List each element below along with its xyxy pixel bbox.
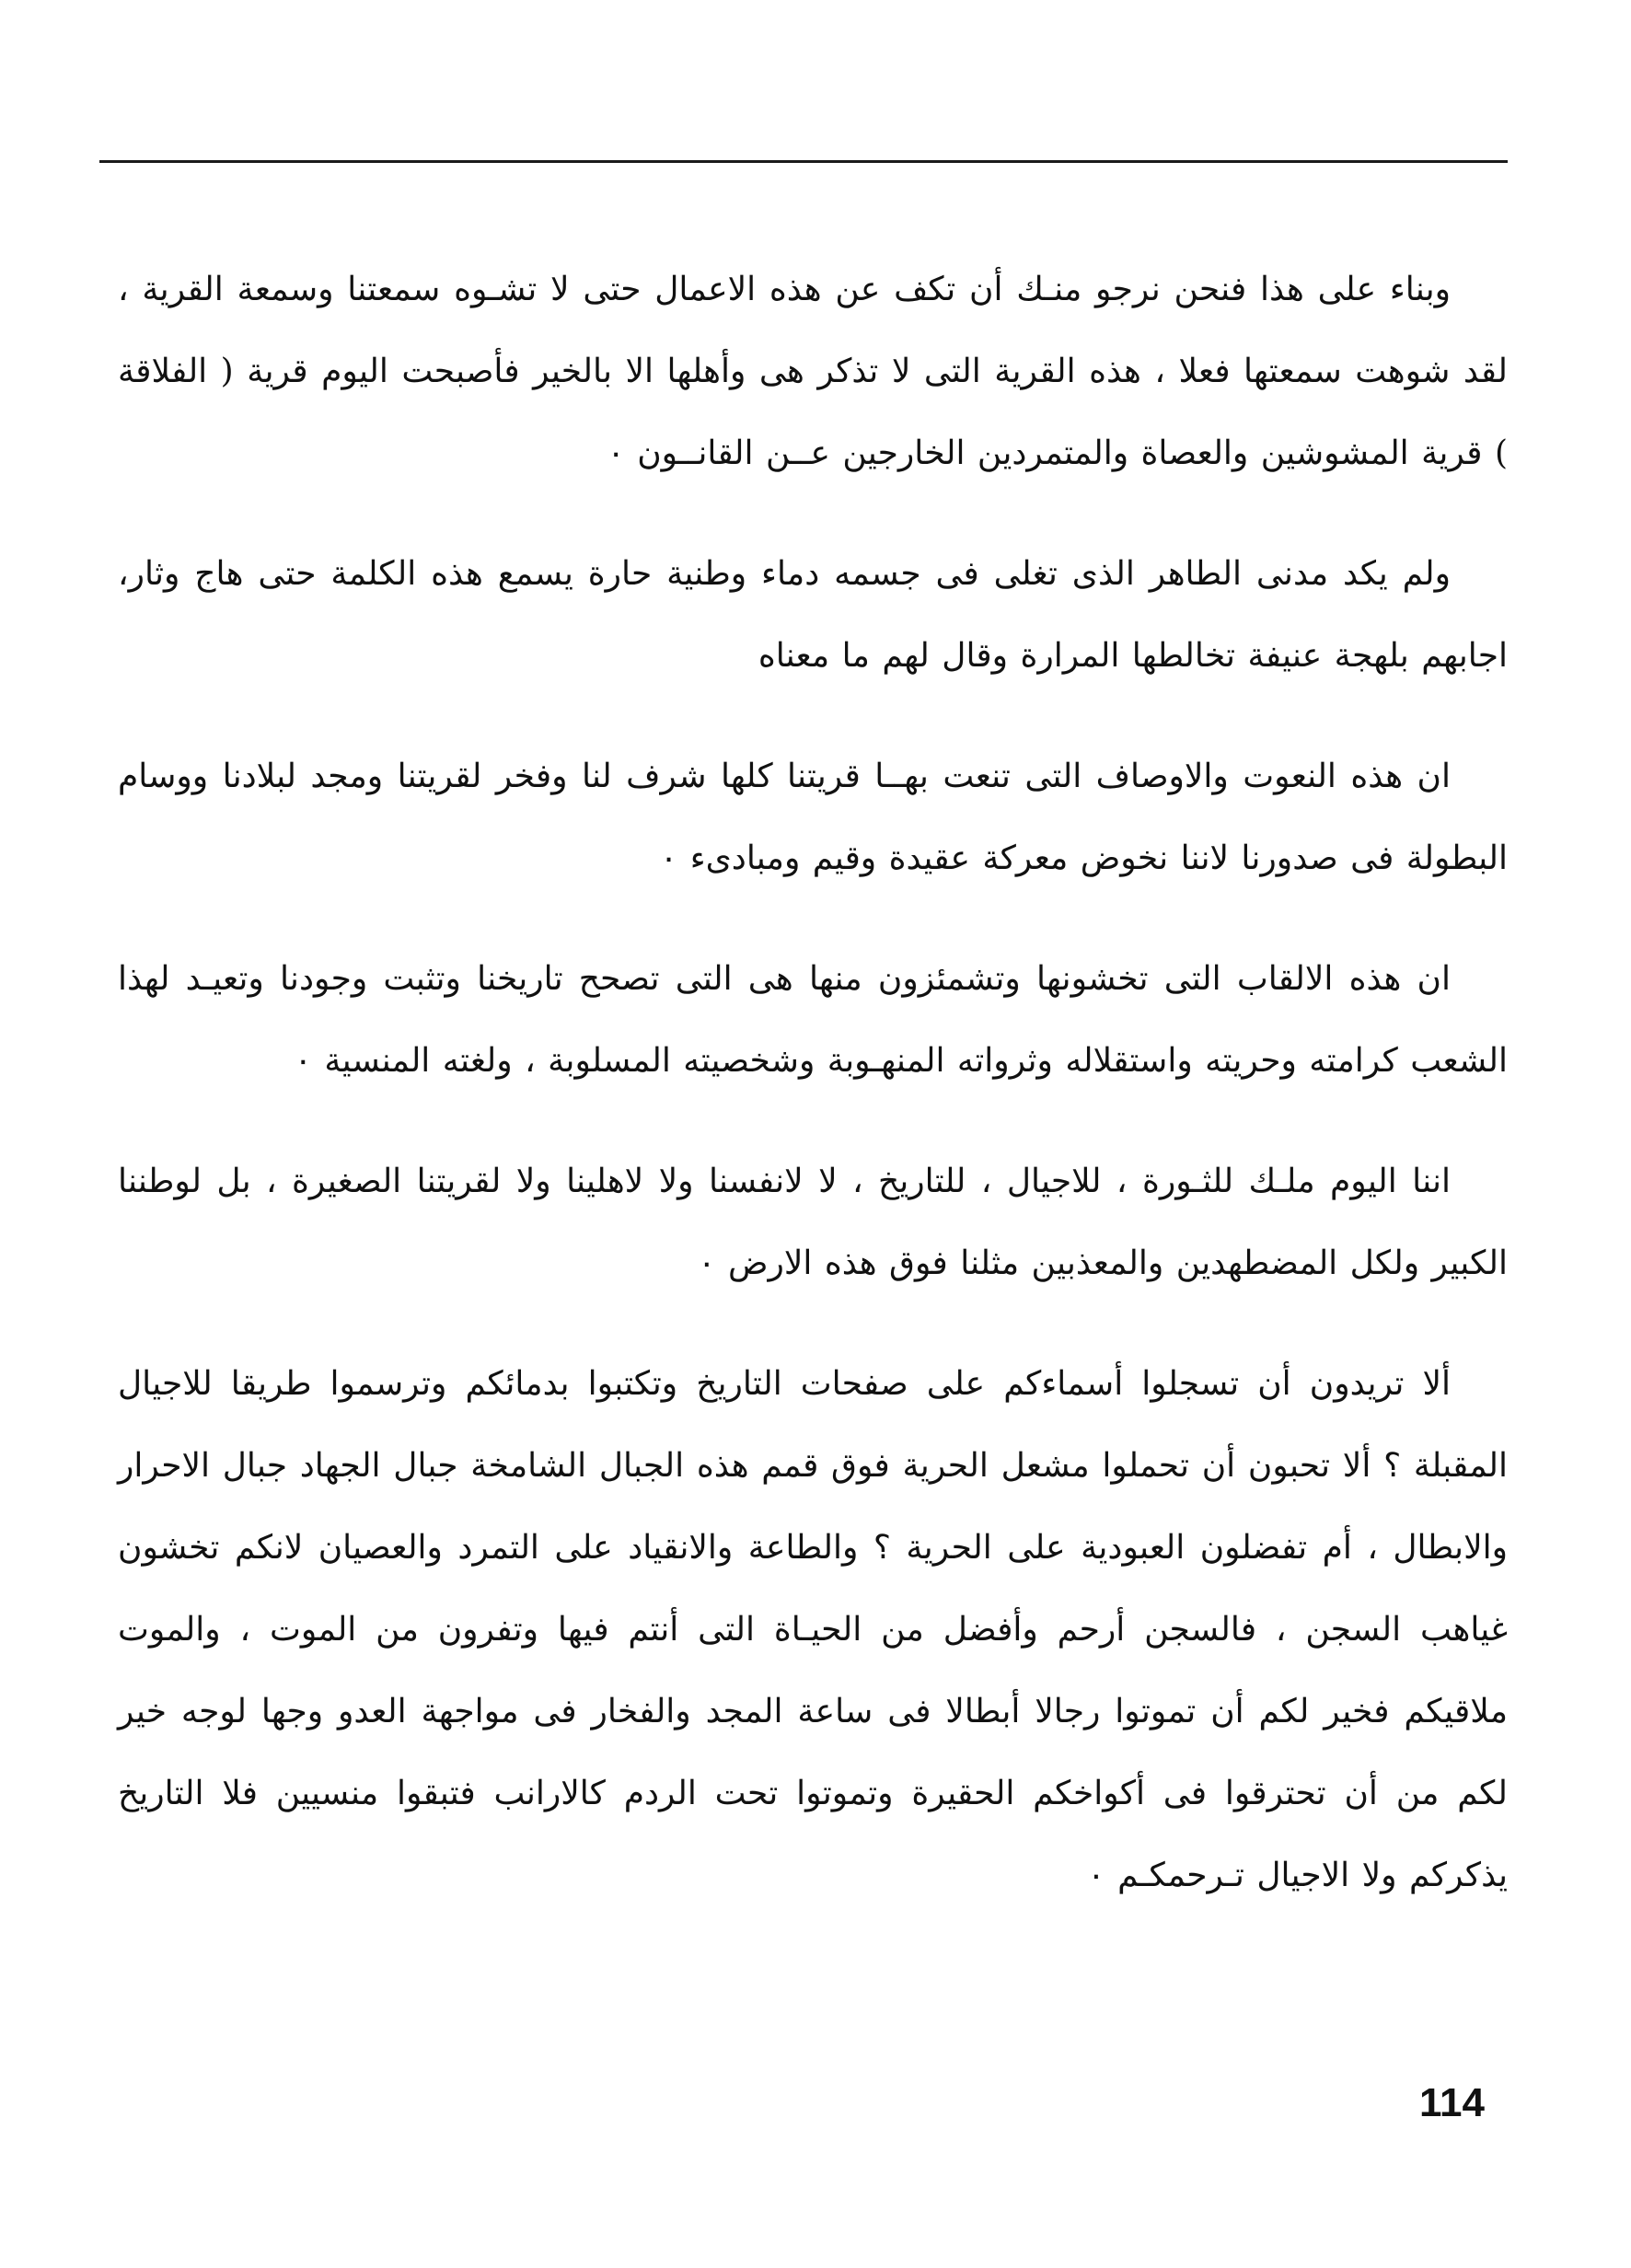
paragraph-2: ولم يكد مدنى الطاهر الذى تغلى فى جسمه دماء وطنية حارة يسمع هذه الكلمة حتى هاج وثار، اجابهم بلهجة عنيفة تخالطها المرارة وقال لهم ما معناه [118,555,1508,675]
paragraph-5: اننا اليوم ملـك للثـورة ، للاجيال ، للتاريخ ، لا لانفسنا ولا لاهلينا ولا لقريتنا الصغيرة ، بل لوطننا الكبير ولكل المضطهدين والمعذبين مثلنا فوق هذه الارض ٠ [118,1163,1508,1282]
paragraph-6: ألا تريدون أن تسجلوا أسماءكم على صفحات التاريخ وتكتبوا بدمائكم وترسموا طريقا للاجيال المقبلة ؟ ألا تحبون أن تحملوا مشعل الحرية فوق قمم هذه الجبال الشامخة جبال الجهاد جبال الاحرار والابطال ، أم تفضلون العبودية على الحرية ؟ والطاعة والانقياد على التمرد والعصيان لانكم تخشون غياهب السجن ، فالسجن أرحم وأفضل من الحيـاة التى أنتم فيها وتفرون من الموت ، والموت ملاقيكم فخير لكم أن تموتوا رجالا أبطالا فى ساعة المجد والفخار فى مواجهة العدو وجها لوجه خير لكم من أن تحترقوا فى أكواخكم الحقيرة وتموتوا تحت الردم كالارانب فتبقوا منسيين فلا التاريخ يذكركم ولا الاجيال تـرحمكـم ٠ [118,1365,1508,1894]
paragraph-4: ان هذه الالقاب التى تخشونها وتشمئزون منها هى التى تصحح تاريخنا وتثبت وجودنا وتعيـد لهذا الشعب كرامته وحريته واستقلاله وثرواته المنهـوبة وشخصيته المسلوبة ، ولغته المنسية ٠ [118,960,1508,1080]
page-body [118,249,1508,1955]
paragraph-1: وبناء على هذا فنحن نرجو منـك أن تكف عن هذه الاعمال حتى لا تشـوه سمعتنا وسمعة القرية ، لقد شوهت سمعتها فعلا ، هذه القرية التى لا تذكر هى وأهلها الا بالخير فأصبحت اليوم قرية ( الفلاقة ) قرية المشوشين والعصاة والمتمردين الخارجين عــن القانــون ٠ [118,271,1508,472]
page-number: 114 [1419,2080,1485,2125]
paragraph-3: ان هذه النعوت والاوصاف التى تنعت بهــا قريتنا كلها شرف لنا وفخر لقريتنا ومجد لبلادنا ووسام البطولة فى صدورنا لاننا نخوض معركة عقيدة وقيم ومبادىء ٠ [118,758,1508,877]
header-rule [99,160,1508,163]
